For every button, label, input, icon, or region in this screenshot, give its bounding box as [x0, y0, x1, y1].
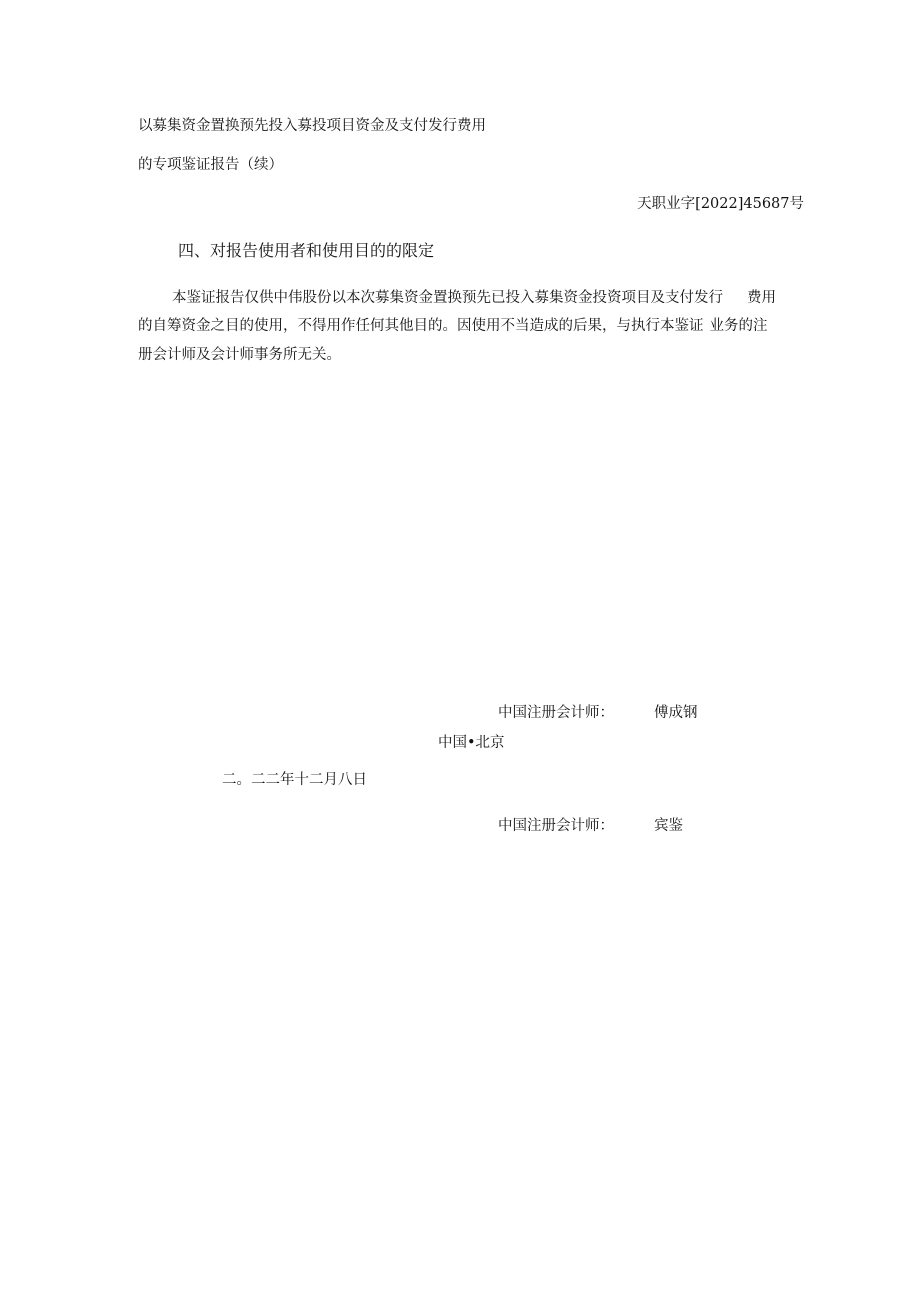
paragraph-text: 的自筹资金之目的使用，不得用作任何其他目的。因使用不当造成的后果，与执行本鉴证 — [138, 318, 704, 334]
report-title-line-1: 以募集资金置换预先投入募投项目资金及支付发行费用 — [138, 118, 486, 134]
report-title-line-2: 的专项鉴证报告（续） — [138, 157, 283, 173]
signing-location: 中国•北京 — [438, 735, 505, 751]
cpa-2-label: 中国注册会计师： — [498, 818, 614, 834]
cpa-1-name: 傅成钢 — [654, 705, 698, 721]
paragraph-text: 本鉴证报告仅供中伟股份以本次募集资金置换预先已投入募集资金投资项目及支付发行 — [172, 290, 723, 306]
report-number: 天职业字[2022]45687号 — [637, 196, 804, 212]
paragraph-line-1 — [138, 288, 804, 308]
report-date: 二。二二年十二月八日 — [222, 772, 367, 788]
cpa-1-label: 中国注册会计师： — [498, 705, 614, 721]
paragraph-line-3: 册会计师及会计师事务所无关。 — [138, 347, 341, 363]
paragraph-line-2 — [138, 316, 804, 336]
cpa-2-name: 宾鉴 — [654, 818, 683, 834]
paragraph-text: 费用 — [747, 290, 776, 306]
section-heading: 四、对报告使用者和使用目的的限定 — [178, 241, 435, 260]
paragraph-text: 业务的注 — [709, 318, 768, 334]
